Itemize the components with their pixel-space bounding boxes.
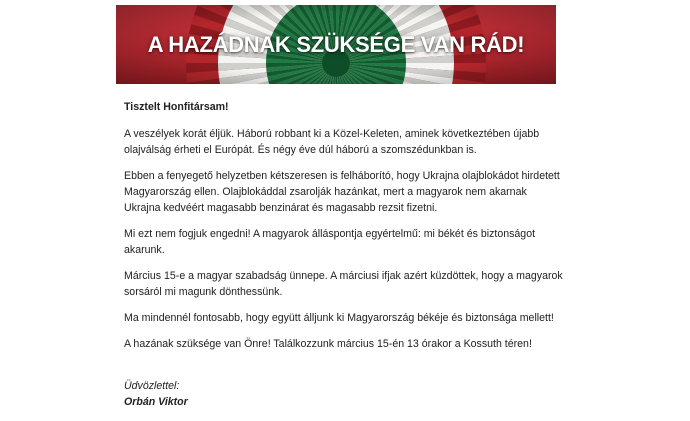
sign-off xyxy=(124,378,188,410)
salutation: Tisztelt Honfitársam! xyxy=(124,101,229,113)
letter-paragraph: Március 15-e a magyar szabadság ünnepe. A márciusi ifjak azért küzdöttek, hogy a magyarok sorsáról mi magunk dönthessünk. xyxy=(124,270,563,298)
letter-paragraph: Mi ezt nem fogjuk engedni! A magyarok álláspontja egyértelmű: mi békét és biztonságot akarunk. xyxy=(124,228,536,256)
letter-paragraph: A hazának szüksége van Önre! Találkozzunk március 15-én 13 órakor a Kossuth téren! xyxy=(124,338,532,350)
letter-paragraph: A veszélyek korát éljük. Háború robbant ki a Közel-Keleten, aminek következtében újabb olajválság érheti el Európát. És négy éve dúl háború a szomszédunkban is. xyxy=(124,128,540,156)
closing-text: Üdvözlettel: xyxy=(124,380,180,392)
header-banner xyxy=(116,5,556,84)
letter-paragraph: Ebben a fenyegető helyzetben kétszeresen is felháborító, hogy Ukrajna olajblokádot hirdetett Magyarország ellen. Olajblokáddal zsarolják hazánkat, mert a magyarok nem akarnak Ukrajna kedvéért magasabb benzinárat és magasabb rezsit fizetni. xyxy=(124,170,560,214)
letter-paragraph: Ma mindennél fontosabb, hogy együtt álljunk ki Magyarország békéje és biztonsága mellett! xyxy=(124,312,554,324)
signature: Orbán Viktor xyxy=(124,396,188,408)
letter-body xyxy=(124,99,564,362)
banner-title: A HAZÁDNAK SZÜKSÉGE VAN RÁD! xyxy=(147,32,525,57)
